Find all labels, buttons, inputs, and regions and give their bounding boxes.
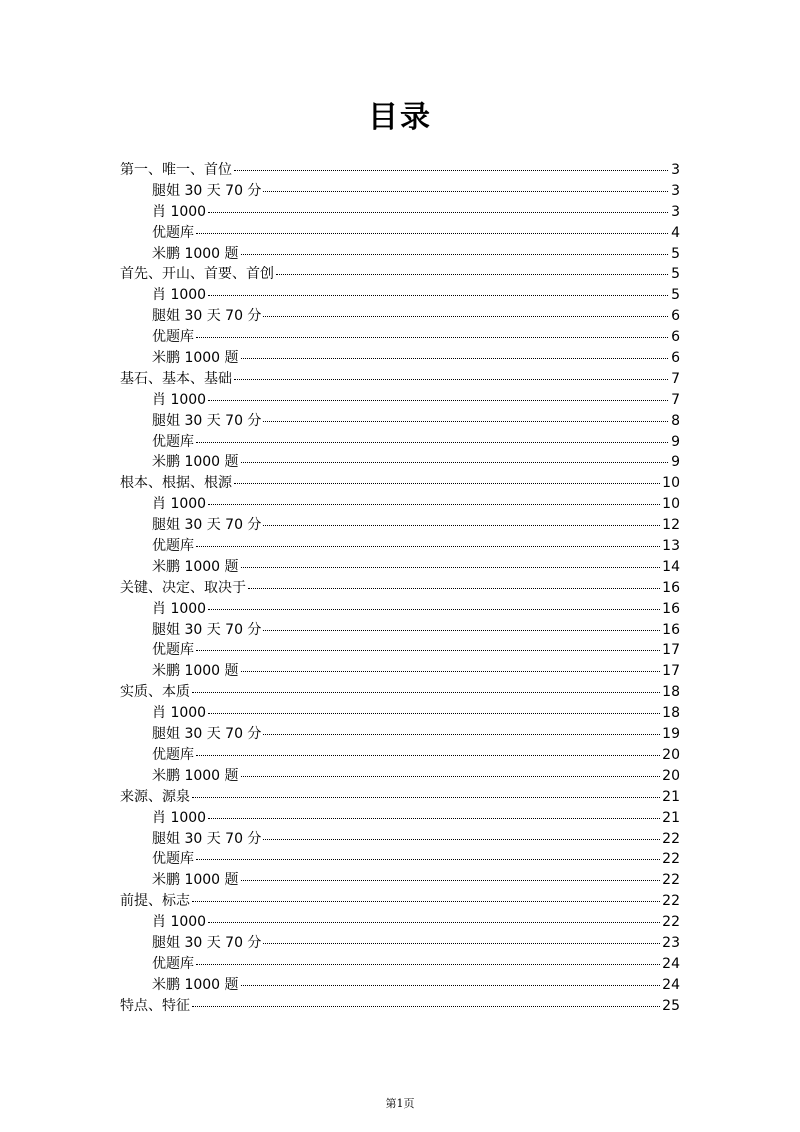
toc-entry-page-number: 3 — [671, 162, 680, 178]
toc-entry-page-number: 24 — [662, 955, 680, 972]
toc-entry-label: 首先、开山、首要、首创 — [120, 266, 274, 283]
toc-entry-page-number: 22 — [662, 830, 680, 847]
toc-entry-section[interactable] — [120, 933, 680, 954]
toc-entry-chapter[interactable] — [120, 996, 680, 1017]
toc-entry-page-number: 16 — [662, 600, 680, 617]
toc-entry-page-number: 10 — [662, 496, 680, 513]
toc-entry-section[interactable] — [120, 244, 680, 265]
toc-entry-page-number: 17 — [662, 663, 680, 680]
toc-entry-label: 前提、标志 — [120, 893, 190, 910]
toc-entry-page-number: 10 — [662, 475, 680, 492]
toc-dot-leader — [234, 170, 668, 171]
toc-entry-label: 腿姐 30 天 70 分 — [152, 308, 262, 325]
toc-dot-leader — [192, 901, 660, 902]
toc-dot-leader — [241, 985, 661, 986]
toc-entry-section[interactable] — [120, 306, 680, 327]
toc-entry-page-number: 24 — [662, 976, 680, 993]
toc-entry-label: 腿姐 30 天 70 分 — [152, 726, 262, 743]
toc-entry-label: 米鹏 1000 题 — [152, 454, 239, 471]
toc-entry-label: 肖 1000 — [152, 705, 207, 722]
toc-entry-section[interactable] — [120, 494, 680, 515]
toc-entry-page-number: 21 — [662, 788, 680, 805]
toc-entry-label: 优题库 — [152, 642, 194, 659]
toc-entry-label: 米鹏 1000 题 — [152, 558, 239, 575]
toc-dot-leader — [192, 1006, 660, 1007]
toc-entry-chapter[interactable] — [120, 369, 680, 390]
toc-entry-chapter[interactable] — [120, 787, 680, 808]
toc-dot-leader — [196, 337, 668, 338]
toc-dot-leader — [196, 755, 660, 756]
toc-entry-section[interactable] — [120, 808, 680, 829]
toc-entry-page-number: 4 — [671, 224, 680, 241]
toc-entry-label: 实质、本质 — [120, 684, 190, 701]
toc-entry-section[interactable] — [120, 640, 680, 661]
toc-entry-label: 米鹏 1000 题 — [152, 872, 239, 889]
toc-entry-label: 优题库 — [152, 329, 194, 346]
toc-entry-section[interactable] — [120, 285, 680, 306]
toc-entry-label: 肖 1000 — [152, 203, 207, 220]
toc-entry-page-number: 23 — [662, 934, 680, 951]
toc-entry-page-number: 16 — [662, 579, 680, 596]
toc-entry-label: 腿姐 30 天 70 分 — [152, 517, 262, 534]
toc-entry-label: 腿姐 30 天 70 分 — [152, 621, 262, 638]
toc-entry-section[interactable] — [120, 975, 680, 996]
toc-dot-leader — [208, 713, 660, 714]
toc-dot-leader — [196, 442, 668, 443]
toc-entry-page-number: 7 — [671, 370, 680, 387]
toc-entry-page-number: 12 — [662, 517, 680, 534]
toc-entry-label: 米鹏 1000 题 — [152, 350, 239, 367]
toc-entry-page-number: 3 — [671, 182, 680, 199]
toc-entry-page-number: 9 — [671, 433, 680, 450]
toc-entry-chapter[interactable] — [120, 264, 680, 285]
toc-dot-leader — [208, 922, 660, 923]
toc-entry-page-number: 13 — [662, 538, 680, 555]
toc-entry-page-number: 5 — [671, 266, 680, 283]
toc-entry-label: 优题库 — [152, 955, 194, 972]
toc-dot-leader — [208, 609, 660, 610]
toc-dot-leader — [192, 692, 660, 693]
toc-entry-chapter[interactable] — [120, 160, 680, 181]
toc-dot-leader — [234, 483, 660, 484]
toc-entry-chapter[interactable] — [120, 578, 680, 599]
toc-entry-section[interactable] — [120, 599, 680, 620]
toc-entry-page-number: 25 — [662, 997, 680, 1014]
toc-entry-section[interactable] — [120, 536, 680, 557]
toc-entry-section[interactable] — [120, 703, 680, 724]
toc-entry-page-number: 5 — [671, 287, 680, 304]
toc-entry-page-number: 3 — [671, 203, 680, 220]
toc-entry-page-number: 22 — [662, 851, 680, 868]
toc-dot-leader — [208, 400, 668, 401]
toc-dot-leader — [241, 358, 668, 359]
toc-entry-page-number: 6 — [671, 350, 680, 367]
toc-entry-page-number: 6 — [671, 308, 680, 325]
toc-entry-section[interactable] — [120, 661, 680, 682]
toc-dot-leader — [196, 233, 668, 234]
toc-dot-leader — [263, 839, 660, 840]
toc-dot-leader — [263, 191, 668, 192]
toc-dot-leader — [196, 964, 660, 965]
toc-dot-leader — [241, 776, 661, 777]
toc-entry-page-number: 18 — [662, 684, 680, 701]
toc-entry-section[interactable] — [120, 327, 680, 348]
page-title: 目录 — [368, 100, 432, 135]
toc-entry-section[interactable] — [120, 432, 680, 453]
toc-entry-label: 优题库 — [152, 746, 194, 763]
toc-entry-section[interactable] — [120, 620, 680, 641]
toc-entry-label: 第一、唯一、首位 — [120, 162, 232, 178]
toc-dot-leader — [263, 525, 660, 526]
toc-entry-section[interactable] — [120, 745, 680, 766]
toc-entry-page-number: 16 — [662, 621, 680, 638]
toc-dot-leader — [241, 880, 661, 881]
toc-entry-section[interactable] — [120, 411, 680, 432]
toc-dot-leader — [208, 504, 660, 505]
toc-entry-section[interactable] — [120, 557, 680, 578]
toc-entry-label: 米鹏 1000 题 — [152, 767, 239, 784]
toc-dot-leader — [208, 212, 668, 213]
toc-dot-leader — [263, 734, 660, 735]
toc-entry-chapter[interactable] — [120, 682, 680, 703]
toc-dot-leader — [234, 379, 668, 380]
toc-entry-label: 米鹏 1000 题 — [152, 976, 239, 993]
toc-entry-page-number: 21 — [662, 809, 680, 826]
toc-entry-label: 腿姐 30 天 70 分 — [152, 182, 262, 199]
toc-dot-leader — [241, 567, 661, 568]
toc-dot-leader — [241, 671, 661, 672]
toc-dot-leader — [208, 818, 660, 819]
toc-dot-leader — [192, 797, 660, 798]
toc-entry-section[interactable] — [120, 515, 680, 536]
toc-entry-section[interactable] — [120, 954, 680, 975]
toc-entry-label: 腿姐 30 天 70 分 — [152, 830, 262, 847]
toc-entry-label: 肖 1000 — [152, 391, 207, 408]
toc-entry-chapter[interactable] — [120, 473, 680, 494]
toc-entry-section[interactable] — [120, 870, 680, 891]
toc-dot-leader — [241, 254, 668, 255]
toc-entry-section[interactable] — [120, 181, 680, 202]
toc-entry-section[interactable] — [120, 348, 680, 369]
toc-entry-page-number: 17 — [662, 642, 680, 659]
toc-entry-page-number: 22 — [662, 872, 680, 889]
toc-entry-section[interactable] — [120, 452, 680, 473]
toc-dot-leader — [263, 421, 668, 422]
page-number-footer: 第1页 — [385, 1097, 415, 1110]
toc-dot-leader — [208, 295, 668, 296]
toc-entry-label: 来源、源泉 — [120, 788, 190, 805]
toc-entry-page-number: 18 — [662, 705, 680, 722]
toc-entry-label: 肖 1000 — [152, 600, 207, 617]
toc-entry-label: 特点、特征 — [120, 997, 190, 1014]
toc-entry-chapter[interactable] — [120, 891, 680, 912]
toc-entry-page-number: 20 — [662, 746, 680, 763]
toc-entry-page-number: 20 — [662, 767, 680, 784]
toc-entry-section[interactable] — [120, 766, 680, 787]
toc-entry-section[interactable] — [120, 829, 680, 850]
toc-entry-page-number: 7 — [671, 391, 680, 408]
toc-entry-page-number: 6 — [671, 329, 680, 346]
toc-entry-page-number: 22 — [662, 893, 680, 910]
toc-entry-section[interactable] — [120, 223, 680, 244]
toc-entry-page-number: 22 — [662, 914, 680, 931]
toc-dot-leader — [263, 943, 660, 944]
toc-entry-label: 米鹏 1000 题 — [152, 245, 239, 262]
toc-entry-label: 肖 1000 — [152, 496, 207, 513]
toc-dot-leader — [196, 650, 660, 651]
toc-entry-label: 优题库 — [152, 538, 194, 555]
toc-dot-leader — [196, 546, 660, 547]
toc-entry-label: 肖 1000 — [152, 287, 207, 304]
toc-entry-label: 腿姐 30 天 70 分 — [152, 412, 262, 429]
toc-dot-leader — [263, 630, 660, 631]
toc-entry-label: 优题库 — [152, 224, 194, 241]
toc-entry-page-number: 5 — [671, 245, 680, 262]
toc-entry-label: 关键、决定、取决于 — [120, 579, 246, 596]
toc-dot-leader — [276, 274, 668, 275]
toc-entry-section[interactable] — [120, 202, 680, 223]
toc-entry-section[interactable] — [120, 724, 680, 745]
toc-entry-section[interactable] — [120, 390, 680, 411]
toc-entry-label: 腿姐 30 天 70 分 — [152, 934, 262, 951]
toc-dot-leader — [241, 462, 668, 463]
toc-entry-label: 根本、根据、根源 — [120, 475, 232, 492]
toc-entry-label: 肖 1000 — [152, 809, 207, 826]
toc-entry-page-number: 14 — [662, 558, 680, 575]
toc-entry-page-number: 19 — [662, 726, 680, 743]
toc-entry-section[interactable] — [120, 849, 680, 870]
toc-entry-section[interactable] — [120, 912, 680, 933]
table-of-contents — [120, 160, 680, 1017]
toc-entry-page-number: 8 — [671, 412, 680, 429]
toc-entry-page-number: 9 — [671, 454, 680, 471]
toc-dot-leader — [196, 859, 660, 860]
toc-dot-leader — [263, 316, 668, 317]
toc-entry-label: 肖 1000 — [152, 914, 207, 931]
toc-entry-label: 优题库 — [152, 433, 194, 450]
toc-dot-leader — [248, 588, 660, 589]
toc-entry-label: 优题库 — [152, 851, 194, 868]
toc-entry-label: 米鹏 1000 题 — [152, 663, 239, 680]
toc-entry-label: 基石、基本、基础 — [120, 370, 232, 387]
